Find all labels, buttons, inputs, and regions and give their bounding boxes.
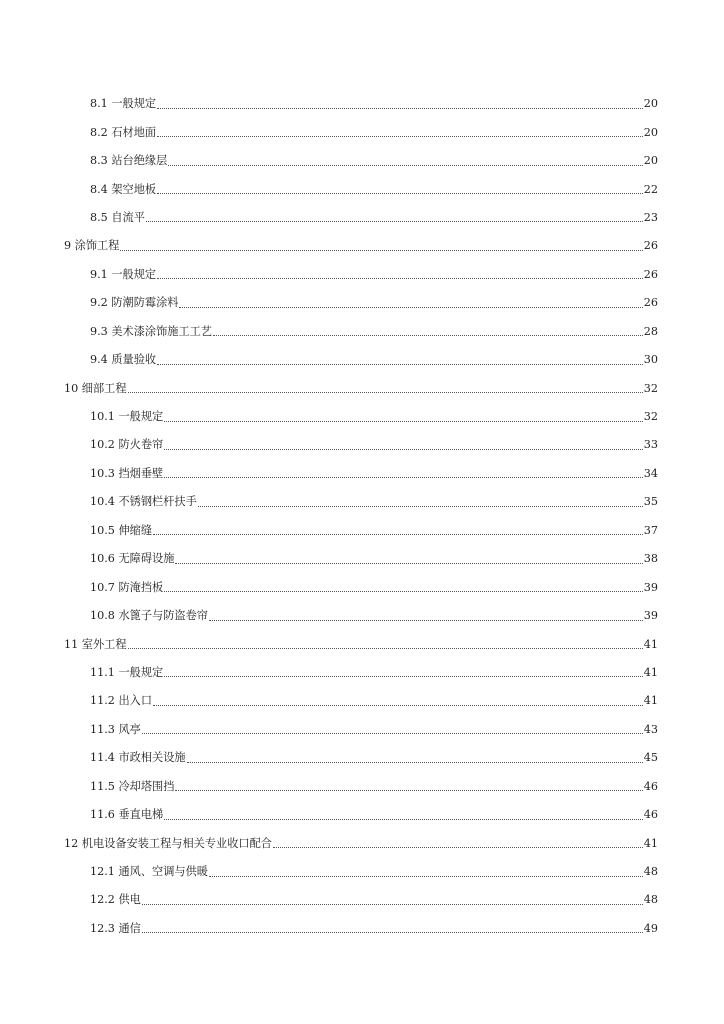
toc-dot-leader: [164, 819, 643, 820]
toc-entry-title: 11.2 出入口: [90, 694, 153, 708]
toc-entry-title: 9.4 质量验收: [90, 353, 157, 367]
toc-dot-leader: [153, 705, 643, 706]
toc-entry-title: 12.3 通信: [90, 921, 141, 935]
toc-dot-leader: [209, 620, 643, 621]
toc-section-entry[interactable]: [0, 602, 724, 630]
toc-entry-title: 12.2 供电: [90, 893, 141, 907]
toc-entry-page-number: 39: [643, 580, 658, 594]
toc-entry-title: 10.6 无障碍设施: [90, 552, 175, 566]
toc-dot-leader: [128, 392, 643, 393]
toc-entry-page-number: 38: [643, 552, 658, 566]
toc-chapter-entry[interactable]: [0, 232, 724, 260]
toc-dot-leader: [157, 193, 643, 194]
toc-entry-title: 9.1 一般规定: [90, 267, 157, 281]
toc-entry-page-number: 46: [643, 808, 658, 822]
toc-entry-page-number: 33: [643, 438, 658, 452]
toc-dot-leader: [157, 364, 643, 365]
toc-section-entry[interactable]: [0, 488, 724, 516]
toc-entry-page-number: 34: [643, 466, 658, 480]
toc-section-entry[interactable]: [0, 403, 724, 431]
toc-section-entry[interactable]: [0, 915, 724, 943]
toc-section-entry[interactable]: [0, 261, 724, 289]
toc-dot-leader: [164, 676, 643, 677]
toc-dot-leader: [198, 506, 643, 507]
toc-dot-leader: [209, 876, 643, 877]
toc-section-entry[interactable]: [0, 801, 724, 829]
toc-entry-title: 10.3 挡烟垂壁: [90, 466, 164, 480]
toc-dot-leader: [164, 477, 643, 478]
toc-entry-page-number: 41: [643, 836, 658, 850]
toc-section-entry[interactable]: [0, 744, 724, 772]
toc-entry-page-number: 30: [643, 353, 658, 367]
toc-entry-title: 8.1 一般规定: [90, 97, 157, 111]
toc-entry-page-number: 45: [643, 751, 658, 765]
toc-entry-title: 11.4 市政相关设施: [90, 751, 186, 765]
toc-entry-title: 11.1 一般规定: [90, 665, 164, 679]
toc-entry-page-number: 48: [643, 865, 658, 879]
toc-entry-title: 12.1 通风、空调与供暖: [90, 865, 208, 879]
toc-dot-leader: [146, 221, 643, 222]
toc-dot-leader: [213, 335, 643, 336]
toc-entry-title: 8.2 石材地面: [90, 125, 157, 139]
toc-dot-leader: [164, 591, 643, 592]
toc-section-entry[interactable]: [0, 773, 724, 801]
toc-section-entry[interactable]: [0, 545, 724, 573]
toc-dot-leader: [157, 108, 643, 109]
toc-entry-title: 10.2 防火卷帘: [90, 438, 164, 452]
toc-entry-title: 8.5 自流平: [90, 210, 145, 224]
toc-entry-page-number: 26: [643, 239, 658, 253]
toc-entry-title: 10.4 不锈钢栏杆扶手: [90, 495, 197, 509]
toc-entry-page-number: 20: [643, 97, 658, 111]
toc-entry-title: 9.3 美术漆涂饰施工工艺: [90, 324, 213, 338]
toc-dot-leader: [273, 847, 643, 848]
toc-dot-leader: [157, 136, 643, 137]
toc-chapter-entry[interactable]: [0, 829, 724, 857]
toc-dot-leader: [120, 250, 642, 251]
toc-entry-title: 10.1 一般规定: [90, 410, 164, 424]
table-of-contents: [0, 90, 724, 943]
toc-entry-title: 8.4 架空地板: [90, 182, 157, 196]
toc-entry-page-number: 37: [643, 523, 658, 537]
toc-entry-page-number: 20: [643, 125, 658, 139]
toc-entry-title: 10.5 伸缩缝: [90, 523, 153, 537]
toc-section-entry[interactable]: [0, 147, 724, 175]
toc-dot-leader: [128, 648, 643, 649]
toc-section-entry[interactable]: [0, 118, 724, 146]
toc-chapter-entry[interactable]: [0, 630, 724, 658]
toc-section-entry[interactable]: [0, 346, 724, 374]
toc-section-entry[interactable]: [0, 687, 724, 715]
toc-entry-page-number: 20: [643, 154, 658, 168]
toc-entry-page-number: 48: [643, 893, 658, 907]
toc-section-entry[interactable]: [0, 318, 724, 346]
toc-entry-title: 10 细部工程: [64, 381, 127, 395]
toc-entry-page-number: 35: [643, 495, 658, 509]
toc-entry-page-number: 32: [643, 381, 658, 395]
toc-section-entry[interactable]: [0, 517, 724, 545]
toc-dot-leader: [179, 307, 642, 308]
toc-entry-title: 9 涂饰工程: [64, 239, 120, 253]
toc-entry-page-number: 46: [643, 779, 658, 793]
toc-section-entry[interactable]: [0, 431, 724, 459]
toc-entry-page-number: 28: [643, 324, 658, 338]
toc-section-entry[interactable]: [0, 175, 724, 203]
toc-section-entry[interactable]: [0, 659, 724, 687]
toc-dot-leader: [153, 534, 643, 535]
toc-entry-title: 11.6 垂直电梯: [90, 808, 164, 822]
toc-entry-title: 11.3 风亭: [90, 722, 141, 736]
toc-section-entry[interactable]: [0, 204, 724, 232]
toc-section-entry[interactable]: [0, 858, 724, 886]
toc-dot-leader: [142, 733, 643, 734]
toc-entry-title: 10.8 水篦子与防盗卷帘: [90, 609, 208, 623]
toc-dot-leader: [175, 563, 642, 564]
toc-dot-leader: [168, 165, 642, 166]
toc-entry-page-number: 32: [643, 410, 658, 424]
toc-entry-title: 11.5 冷却塔围挡: [90, 779, 175, 793]
toc-entry-title: 10.7 防淹挡板: [90, 580, 164, 594]
toc-section-entry[interactable]: [0, 90, 724, 118]
toc-entry-page-number: 39: [643, 609, 658, 623]
toc-dot-leader: [164, 449, 643, 450]
toc-dot-leader: [157, 278, 643, 279]
toc-entry-title: 9.2 防潮防霉涂料: [90, 296, 179, 310]
toc-entry-page-number: 26: [643, 267, 658, 281]
toc-chapter-entry[interactable]: [0, 374, 724, 402]
toc-dot-leader: [187, 762, 643, 763]
toc-section-entry[interactable]: [0, 289, 724, 317]
toc-entry-title: 12 机电设备安装工程与相关专业收口配合: [64, 836, 272, 850]
toc-entry-page-number: 23: [643, 210, 658, 224]
toc-dot-leader: [142, 904, 643, 905]
toc-dot-leader: [164, 421, 643, 422]
toc-entry-page-number: 41: [643, 694, 658, 708]
toc-entry-page-number: 41: [643, 637, 658, 651]
toc-entry-title: 11 室外工程: [64, 637, 127, 651]
toc-section-entry[interactable]: [0, 460, 724, 488]
toc-entry-page-number: 22: [643, 182, 658, 196]
toc-dot-leader: [142, 932, 643, 933]
toc-entry-page-number: 41: [643, 665, 658, 679]
toc-dot-leader: [175, 790, 642, 791]
toc-entry-title: 8.3 站台绝缘层: [90, 154, 168, 168]
toc-section-entry[interactable]: [0, 716, 724, 744]
toc-section-entry[interactable]: [0, 573, 724, 601]
toc-entry-page-number: 43: [643, 722, 658, 736]
toc-section-entry[interactable]: [0, 886, 724, 914]
toc-entry-page-number: 26: [643, 296, 658, 310]
toc-entry-page-number: 49: [643, 921, 658, 935]
